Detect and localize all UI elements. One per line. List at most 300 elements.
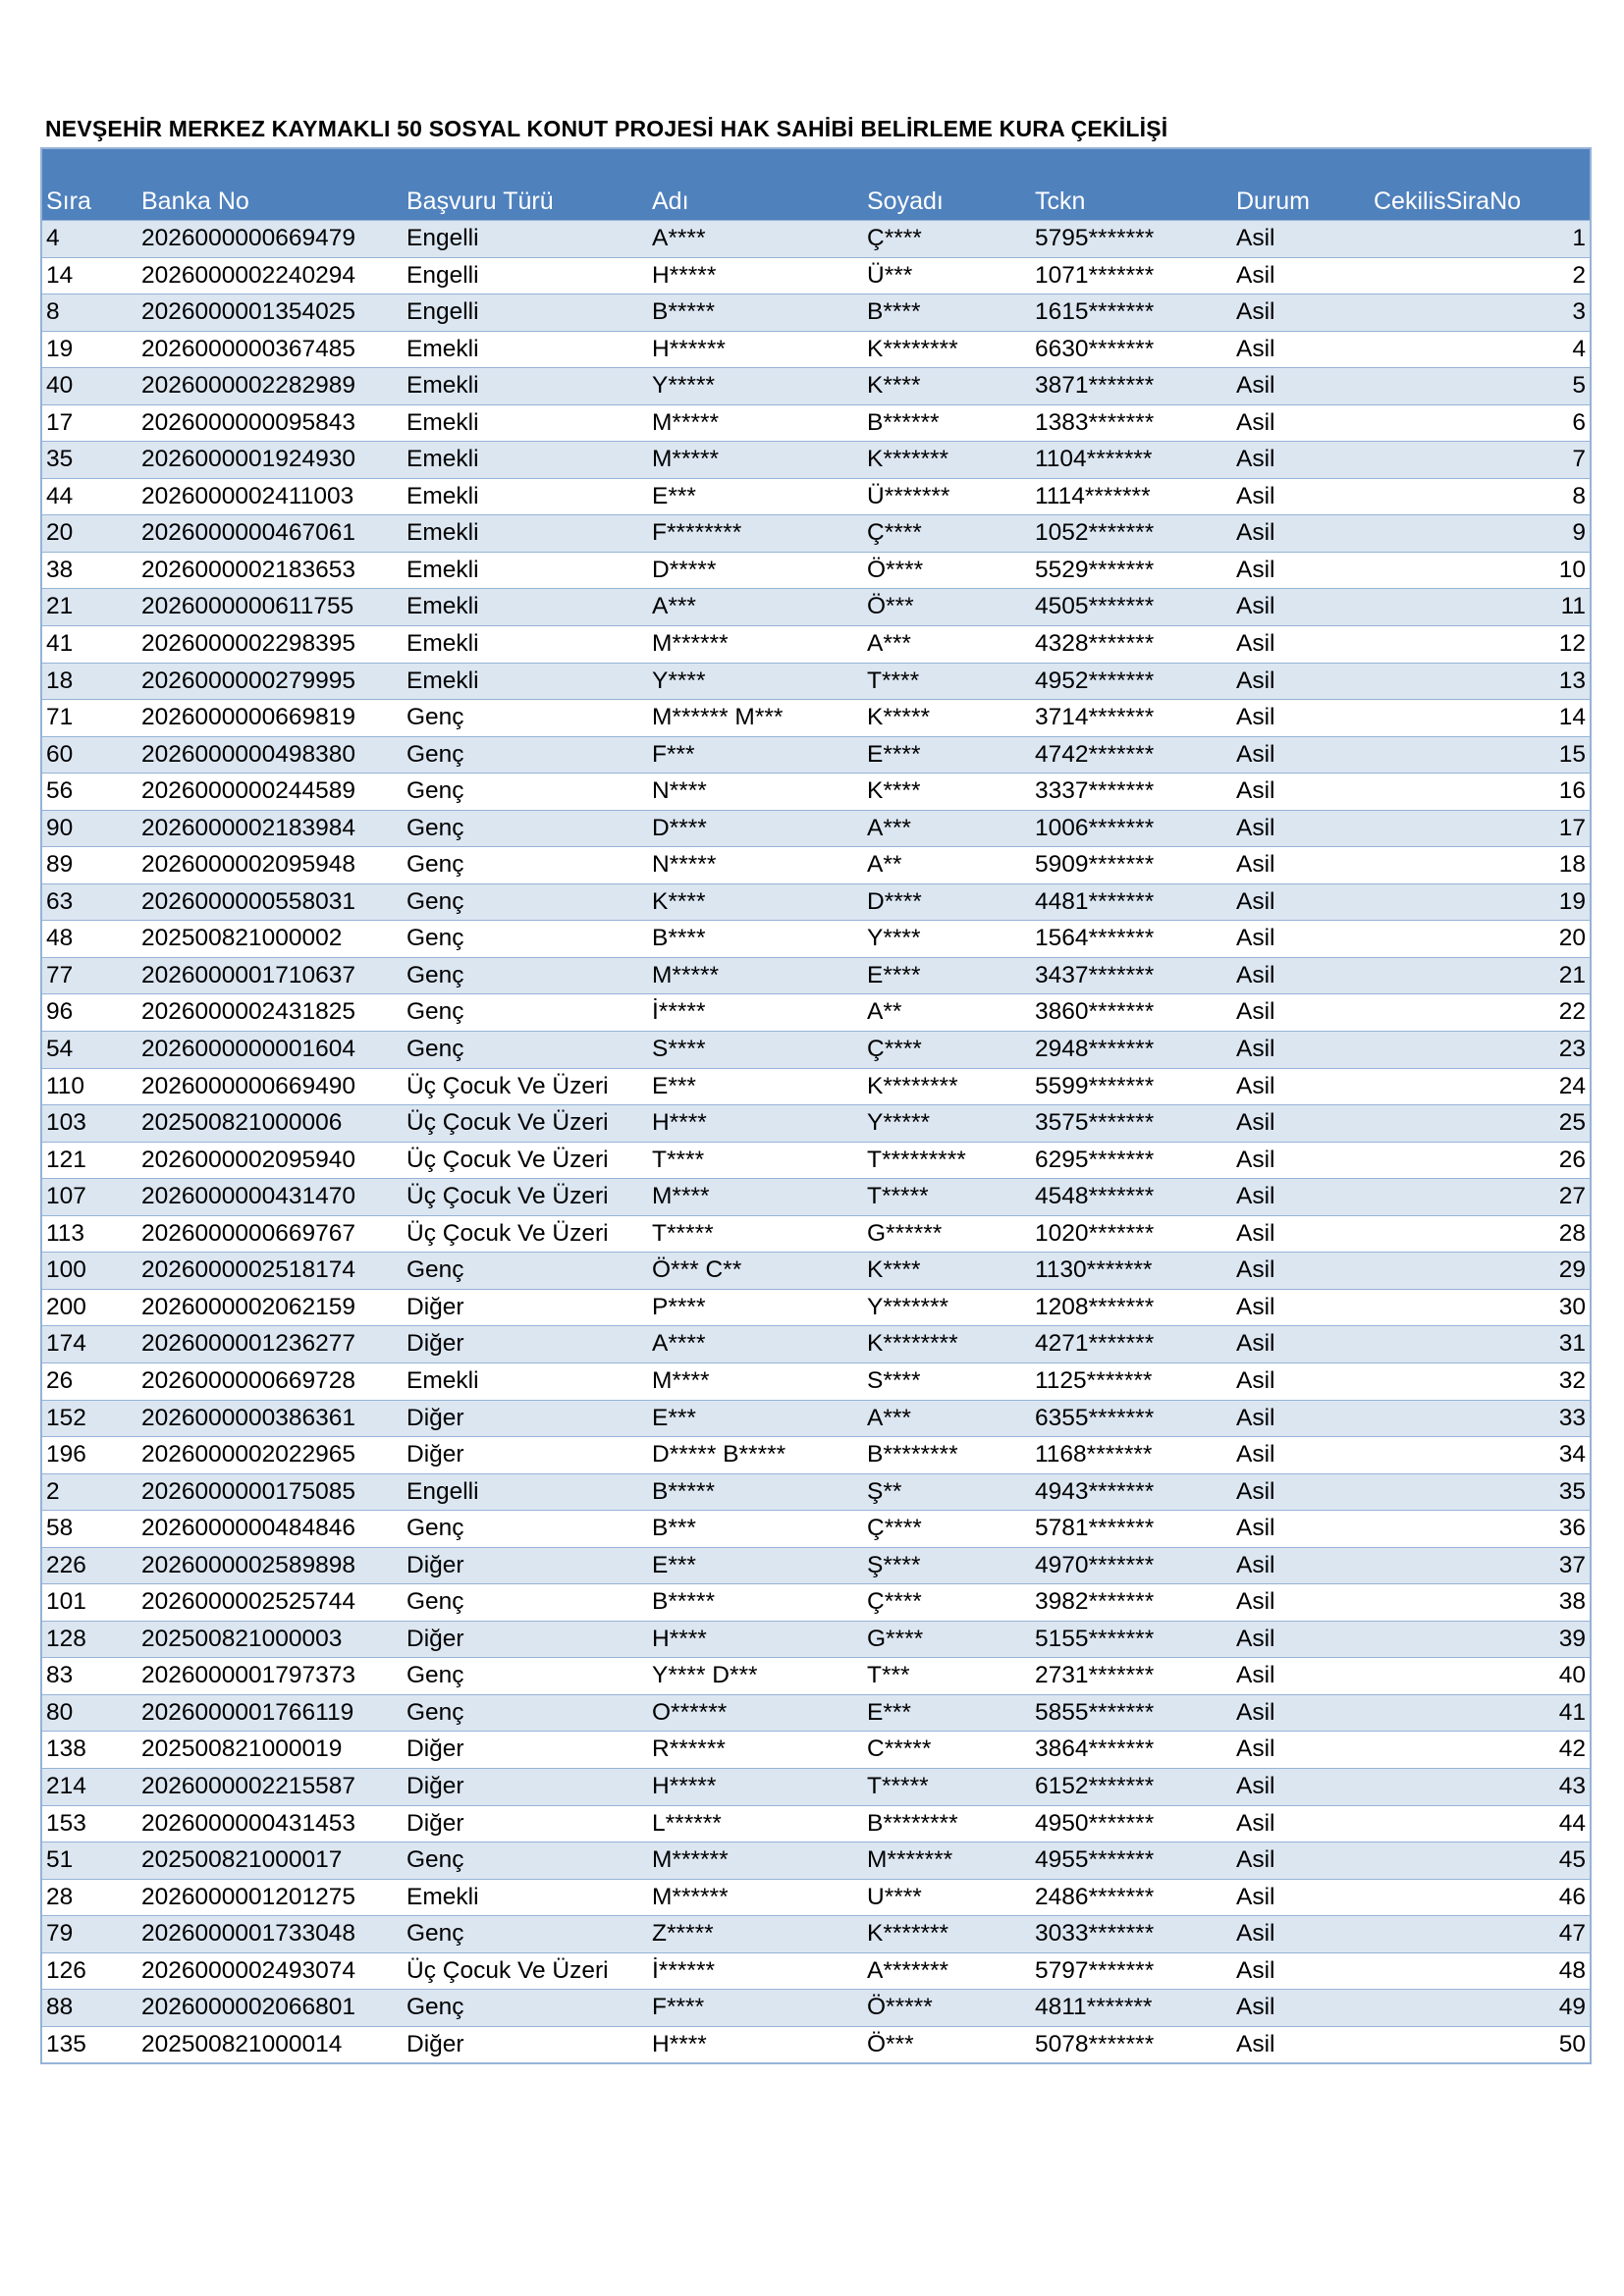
cell-sira: 153 <box>46 1809 86 1837</box>
cell-adi: P**** <box>652 1293 706 1320</box>
cell-banka-no: 2026000001354025 <box>141 298 356 326</box>
cell-adi: İ****** <box>652 1956 716 1984</box>
cell-soyadi: T*** <box>867 1662 910 1689</box>
cell-sira: 28 <box>46 1883 74 1910</box>
cell-tckn: 5078******* <box>1035 2030 1155 2057</box>
cell-banka-no: 2026000002095940 <box>141 1146 356 1173</box>
table-row <box>42 1805 1590 1842</box>
cell-basvuru-turu: Engelli <box>406 261 479 289</box>
cell-cekilis-sira-no: 46 <box>1558 1883 1586 1910</box>
cell-adi: B***** <box>652 1477 716 1505</box>
cell-soyadi: Ç**** <box>867 1515 922 1542</box>
cell-banka-no: 202500821000017 <box>141 1846 343 1874</box>
table-row <box>42 1104 1590 1142</box>
cell-sira: 113 <box>46 1219 85 1247</box>
cell-tckn: 4481******* <box>1035 887 1155 915</box>
cell-adi: H***** <box>652 261 717 289</box>
cell-banka-no: 2026000002431825 <box>141 998 356 1026</box>
cell-durum: Asil <box>1236 1698 1275 1726</box>
cell-soyadi: K******** <box>867 1072 958 1099</box>
cell-durum: Asil <box>1236 225 1275 251</box>
cell-sira: 126 <box>46 1956 86 1984</box>
cell-basvuru-turu: Emekli <box>406 446 479 473</box>
cell-soyadi: B******** <box>867 1809 958 1837</box>
cell-tckn: 4950******* <box>1035 1809 1155 1837</box>
cell-cekilis-sira-no: 6 <box>1572 408 1586 436</box>
cell-tckn: 3860******* <box>1035 998 1155 1026</box>
cell-durum: Asil <box>1236 1146 1275 1173</box>
table-row <box>42 1362 1590 1400</box>
cell-adi: R****** <box>652 1735 726 1763</box>
cell-sira: 100 <box>46 1256 86 1284</box>
cell-basvuru-turu: Üç Çocuk Ve Üzeri <box>406 1146 609 1173</box>
cell-soyadi: Ç**** <box>867 519 922 547</box>
cell-cekilis-sira-no: 45 <box>1558 1846 1586 1874</box>
cell-soyadi: E**** <box>867 961 921 988</box>
cell-sira: 35 <box>46 446 74 473</box>
table-row <box>42 1031 1590 1068</box>
cell-cekilis-sira-no: 2 <box>1572 261 1586 289</box>
cell-durum: Asil <box>1236 1735 1275 1763</box>
cell-sira: 51 <box>46 1846 74 1874</box>
table-row <box>42 257 1590 294</box>
cell-basvuru-turu: Emekli <box>406 482 479 509</box>
cell-banka-no: 2026000000279995 <box>141 667 356 694</box>
cell-basvuru-turu: Üç Çocuk Ve Üzeri <box>406 1109 609 1137</box>
cell-durum: Asil <box>1236 1588 1275 1616</box>
cell-banka-no: 2026000000095843 <box>141 408 356 436</box>
cell-cekilis-sira-no: 50 <box>1558 2030 1586 2057</box>
cell-tckn: 2486******* <box>1035 1883 1155 1910</box>
cell-banka-no: 2026000000558031 <box>141 887 356 915</box>
table-row <box>42 2026 1590 2063</box>
cell-basvuru-turu: Üç Çocuk Ve Üzeri <box>406 1956 609 1984</box>
cell-cekilis-sira-no: 30 <box>1558 1293 1586 1320</box>
cell-soyadi: T***** <box>867 1183 929 1210</box>
cell-banka-no: 2026000001797373 <box>141 1662 356 1689</box>
cell-soyadi: K******* <box>867 446 949 473</box>
cell-cekilis-sira-no: 31 <box>1558 1330 1586 1358</box>
cell-tckn: 4952******* <box>1035 667 1155 694</box>
cell-tckn: 4970******* <box>1035 1551 1155 1578</box>
cell-banka-no: 2026000002022965 <box>141 1441 356 1468</box>
cell-basvuru-turu: Emekli <box>406 1883 479 1910</box>
cell-tckn: 1104******* <box>1035 446 1153 473</box>
cell-tckn: 2731******* <box>1035 1662 1155 1689</box>
cell-banka-no: 2026000000386361 <box>141 1404 356 1431</box>
cell-soyadi: A*** <box>867 630 911 658</box>
cell-banka-no: 202500821000006 <box>141 1109 343 1137</box>
cell-sira: 54 <box>46 1036 74 1063</box>
table-row <box>42 736 1590 774</box>
cell-durum: Asil <box>1236 1441 1275 1468</box>
results-table <box>40 147 1592 2064</box>
cell-adi: F******** <box>652 519 742 547</box>
cell-sira: 135 <box>46 2030 86 2057</box>
cell-banka-no: 2026000001710637 <box>141 961 356 988</box>
cell-tckn: 3982******* <box>1035 1588 1155 1616</box>
table-row <box>42 478 1590 515</box>
cell-cekilis-sira-no: 28 <box>1558 1219 1586 1247</box>
cell-tckn: 4943******* <box>1035 1477 1155 1505</box>
cell-adi: İ***** <box>652 998 706 1026</box>
table-row <box>42 1068 1590 1105</box>
cell-banka-no: 2026000002183653 <box>141 556 356 583</box>
cell-sira: 200 <box>46 1293 86 1320</box>
cell-soyadi: K******** <box>867 1330 958 1358</box>
cell-soyadi: Ö*** <box>867 2030 914 2057</box>
cell-tckn: 1020******* <box>1035 1219 1155 1247</box>
cell-durum: Asil <box>1236 1256 1275 1284</box>
cell-basvuru-turu: Emekli <box>406 335 479 362</box>
cell-banka-no: 2026000000431453 <box>141 1809 356 1837</box>
cell-soyadi: Y******* <box>867 1293 949 1320</box>
table-row <box>42 331 1590 368</box>
table-row <box>42 1768 1590 1805</box>
cell-adi: M***** <box>652 446 720 473</box>
cell-durum: Asil <box>1236 998 1275 1026</box>
cell-adi: A*** <box>652 593 696 620</box>
table-row <box>42 1252 1590 1289</box>
cell-banka-no: 202500821000003 <box>141 1625 343 1652</box>
cell-banka-no: 2026000002240294 <box>141 261 356 289</box>
table-row <box>42 1142 1590 1179</box>
table-row <box>42 1915 1590 1952</box>
cell-durum: Asil <box>1236 1809 1275 1837</box>
cell-basvuru-turu: Emekli <box>406 556 479 583</box>
cell-soyadi: C***** <box>867 1735 932 1763</box>
table-row <box>42 663 1590 700</box>
table-row <box>42 1952 1590 1990</box>
cell-tckn: 4955******* <box>1035 1846 1155 1874</box>
cell-banka-no: 2026000000669490 <box>141 1072 356 1099</box>
cell-durum: Asil <box>1236 1477 1275 1505</box>
cell-cekilis-sira-no: 18 <box>1558 851 1586 879</box>
cell-soyadi: M******* <box>867 1846 953 1874</box>
cell-durum: Asil <box>1236 630 1275 658</box>
cell-soyadi: T**** <box>867 667 920 694</box>
cell-basvuru-turu: Genç <box>406 1994 464 2021</box>
cell-sira: 14 <box>46 261 74 289</box>
cell-cekilis-sira-no: 47 <box>1558 1920 1586 1948</box>
document-title: NEVŞEHİR MERKEZ KAYMAKLI 50 SOSYAL KONUT PROJESİ HAK SAHİBİ BELİRLEME KURA ÇEKİLİŞİ <box>45 116 1168 141</box>
cell-basvuru-turu: Diğer <box>406 1772 464 1799</box>
cell-soyadi: Ö**** <box>867 556 924 583</box>
cell-basvuru-turu: Diğer <box>406 1293 464 1320</box>
cell-adi: M****** <box>652 630 729 658</box>
cell-cekilis-sira-no: 33 <box>1558 1404 1586 1431</box>
cell-soyadi: Ö*** <box>867 593 914 620</box>
cell-cekilis-sira-no: 12 <box>1558 630 1586 658</box>
cell-banka-no: 2026000000669767 <box>141 1219 356 1247</box>
cell-adi: B***** <box>652 1588 716 1616</box>
cell-basvuru-turu: Genç <box>406 1515 464 1542</box>
cell-cekilis-sira-no: 21 <box>1558 961 1586 988</box>
table-row <box>42 699 1590 736</box>
cell-banka-no: 2026000002589898 <box>141 1551 356 1578</box>
cell-durum: Asil <box>1236 482 1275 509</box>
cell-cekilis-sira-no: 11 <box>1560 593 1586 620</box>
cell-adi: M**** <box>652 1366 710 1394</box>
cell-adi: D***** <box>652 556 717 583</box>
column-header-durum: Durum <box>1236 187 1311 215</box>
cell-banka-no: 2026000002066801 <box>141 1994 356 2021</box>
cell-tckn: 6152******* <box>1035 1772 1155 1799</box>
cell-banka-no: 2026000000498380 <box>141 740 356 768</box>
cell-cekilis-sira-no: 34 <box>1558 1441 1586 1468</box>
cell-basvuru-turu: Diğer <box>406 1404 464 1431</box>
cell-sira: 103 <box>46 1109 86 1137</box>
cell-adi: H***** <box>652 1772 717 1799</box>
cell-cekilis-sira-no: 26 <box>1558 1146 1586 1173</box>
cell-soyadi: A** <box>867 998 902 1026</box>
table-row <box>42 846 1590 883</box>
cell-sira: 77 <box>46 961 74 988</box>
cell-banka-no: 2026000000431470 <box>141 1183 356 1210</box>
cell-tckn: 5909******* <box>1035 851 1155 879</box>
cell-tckn: 5599******* <box>1035 1072 1155 1099</box>
cell-banka-no: 2026000000367485 <box>141 335 356 362</box>
cell-soyadi: K**** <box>867 777 921 805</box>
cell-adi: N***** <box>652 851 717 879</box>
table-row <box>42 1289 1590 1326</box>
cell-durum: Asil <box>1236 704 1275 731</box>
cell-cekilis-sira-no: 41 <box>1558 1698 1586 1726</box>
cell-banka-no: 202500821000019 <box>141 1735 343 1763</box>
cell-tckn: 3864******* <box>1035 1735 1155 1763</box>
cell-adi: H**** <box>652 2030 707 2057</box>
cell-durum: Asil <box>1236 556 1275 583</box>
cell-adi: Z***** <box>652 1920 714 1948</box>
table-row <box>42 1694 1590 1732</box>
cell-soyadi: A** <box>867 851 902 879</box>
cell-banka-no: 2026000000484846 <box>141 1515 356 1542</box>
cell-soyadi: B**** <box>867 298 921 326</box>
cell-basvuru-turu: Genç <box>406 704 464 731</box>
cell-banka-no: 2026000000669479 <box>141 225 356 251</box>
table-row <box>42 1473 1590 1511</box>
cell-soyadi: Ç**** <box>867 1588 922 1616</box>
cell-cekilis-sira-no: 4 <box>1572 335 1586 362</box>
cell-cekilis-sira-no: 35 <box>1558 1477 1586 1505</box>
cell-cekilis-sira-no: 39 <box>1558 1625 1586 1652</box>
cell-sira: 19 <box>46 335 74 362</box>
cell-banka-no: 2026000000669819 <box>141 704 356 731</box>
cell-adi: Ö*** C** <box>652 1256 742 1284</box>
cell-cekilis-sira-no: 36 <box>1558 1515 1586 1542</box>
cell-soyadi: Ü*** <box>867 261 913 289</box>
cell-durum: Asil <box>1236 446 1275 473</box>
cell-tckn: 3437******* <box>1035 961 1155 988</box>
cell-basvuru-turu: Emekli <box>406 408 479 436</box>
cell-basvuru-turu: Engelli <box>406 225 479 251</box>
cell-durum: Asil <box>1236 1994 1275 2021</box>
cell-soyadi: B****** <box>867 408 940 436</box>
cell-soyadi: K**** <box>867 372 921 400</box>
column-header-tckn: Tckn <box>1035 187 1086 215</box>
cell-banka-no: 2026000000244589 <box>141 777 356 805</box>
cell-adi: A**** <box>652 1330 706 1358</box>
cell-durum: Asil <box>1236 519 1275 547</box>
table-row <box>42 1178 1590 1215</box>
cell-adi: Y**** <box>652 667 706 694</box>
cell-soyadi: T***** <box>867 1772 929 1799</box>
cell-adi: L****** <box>652 1809 722 1837</box>
cell-sira: 89 <box>46 851 74 879</box>
cell-soyadi: U**** <box>867 1883 922 1910</box>
cell-adi: Y***** <box>652 372 716 400</box>
cell-adi: O****** <box>652 1698 728 1726</box>
cell-durum: Asil <box>1236 667 1275 694</box>
table-row <box>42 810 1590 847</box>
table-row <box>42 1436 1590 1473</box>
table-row <box>42 1879 1590 1916</box>
cell-basvuru-turu: Genç <box>406 961 464 988</box>
cell-tckn: 5155******* <box>1035 1625 1155 1652</box>
cell-soyadi: A******* <box>867 1956 949 1984</box>
cell-banka-no: 2026000001924930 <box>141 446 356 473</box>
cell-banka-no: 2026000002411003 <box>141 482 354 509</box>
cell-basvuru-turu: Diğer <box>406 1441 464 1468</box>
cell-adi: M***** <box>652 961 720 988</box>
cell-banka-no: 2026000002518174 <box>141 1256 356 1284</box>
table-row <box>42 1510 1590 1547</box>
cell-basvuru-turu: Engelli <box>406 298 479 326</box>
cell-basvuru-turu: Üç Çocuk Ve Üzeri <box>406 1183 609 1210</box>
table-body <box>42 220 1590 2062</box>
cell-adi: M**** <box>652 1183 710 1210</box>
cell-tckn: 4328******* <box>1035 630 1155 658</box>
cell-adi: M***** <box>652 408 720 436</box>
cell-durum: Asil <box>1236 1183 1275 1210</box>
cell-durum: Asil <box>1236 1883 1275 1910</box>
cell-cekilis-sira-no: 38 <box>1558 1588 1586 1616</box>
cell-soyadi: K**** <box>867 1256 921 1284</box>
cell-cekilis-sira-no: 49 <box>1558 1994 1586 2021</box>
cell-tckn: 1383******* <box>1035 408 1155 436</box>
cell-soyadi: Ü******* <box>867 482 950 509</box>
cell-basvuru-turu: Genç <box>406 1662 464 1689</box>
table-row <box>42 294 1590 331</box>
table-row <box>42 1989 1590 2026</box>
cell-durum: Asil <box>1236 298 1275 326</box>
cell-soyadi: E**** <box>867 740 921 768</box>
cell-cekilis-sira-no: 8 <box>1572 482 1586 509</box>
cell-soyadi: K******** <box>867 335 958 362</box>
cell-sira: 40 <box>46 372 74 400</box>
cell-sira: 88 <box>46 1994 74 2021</box>
table-row <box>42 1400 1590 1437</box>
cell-adi: M****** <box>652 1883 729 1910</box>
cell-sira: 4 <box>46 225 60 251</box>
cell-tckn: 1615******* <box>1035 298 1155 326</box>
cell-banka-no: 2026000002298395 <box>141 630 356 658</box>
table-row <box>42 1547 1590 1584</box>
cell-soyadi: Ç**** <box>867 1036 922 1063</box>
cell-basvuru-turu: Diğer <box>406 1809 464 1837</box>
cell-adi: D**** <box>652 814 707 841</box>
table-row <box>42 441 1590 478</box>
cell-cekilis-sira-no: 13 <box>1558 667 1586 694</box>
cell-adi: M****** M*** <box>652 704 784 731</box>
cell-banka-no: 2026000002493074 <box>141 1956 356 1984</box>
cell-tckn: 1114******* <box>1035 482 1151 509</box>
cell-cekilis-sira-no: 1 <box>1572 225 1586 251</box>
cell-basvuru-turu: Emekli <box>406 667 479 694</box>
cell-tckn: 5855******* <box>1035 1698 1155 1726</box>
cell-tckn: 6355******* <box>1035 1404 1155 1431</box>
cell-cekilis-sira-no: 44 <box>1558 1809 1586 1837</box>
cell-adi: M****** <box>652 1846 729 1874</box>
cell-basvuru-turu: Genç <box>406 887 464 915</box>
table-row <box>42 1842 1590 1879</box>
cell-tckn: 3337******* <box>1035 777 1155 805</box>
cell-basvuru-turu: Genç <box>406 851 464 879</box>
cell-soyadi: S**** <box>867 1366 921 1394</box>
cell-banka-no: 202500821000002 <box>141 925 343 952</box>
table-row <box>42 552 1590 589</box>
cell-adi: N**** <box>652 777 707 805</box>
cell-banka-no: 2026000000611755 <box>141 593 354 620</box>
cell-banka-no: 2026000001733048 <box>141 1920 356 1948</box>
cell-adi: D***** B***** <box>652 1441 786 1468</box>
cell-durum: Asil <box>1236 1109 1275 1137</box>
table-row <box>42 625 1590 663</box>
cell-sira: 56 <box>46 777 74 805</box>
cell-basvuru-turu: Genç <box>406 1698 464 1726</box>
cell-durum: Asil <box>1236 814 1275 841</box>
cell-banka-no: 2026000000175085 <box>141 1477 356 1505</box>
cell-tckn: 1052******* <box>1035 519 1155 547</box>
cell-adi: E*** <box>652 1404 696 1431</box>
cell-banka-no: 202500821000014 <box>141 2030 343 2057</box>
cell-soyadi: A*** <box>867 1404 911 1431</box>
cell-basvuru-turu: Genç <box>406 814 464 841</box>
cell-banka-no: 2026000002183984 <box>141 814 356 841</box>
cell-cekilis-sira-no: 24 <box>1558 1072 1586 1099</box>
cell-durum: Asil <box>1236 2030 1275 2057</box>
cell-tckn: 4811******* <box>1035 1994 1153 2021</box>
cell-durum: Asil <box>1236 851 1275 879</box>
cell-cekilis-sira-no: 43 <box>1558 1772 1586 1799</box>
cell-basvuru-turu: Diğer <box>406 1330 464 1358</box>
cell-basvuru-turu: Diğer <box>406 1551 464 1578</box>
cell-sira: 196 <box>46 1441 86 1468</box>
cell-sira: 41 <box>46 630 74 658</box>
cell-adi: E*** <box>652 1072 696 1099</box>
cell-adi: H**** <box>652 1625 707 1652</box>
cell-cekilis-sira-no: 17 <box>1558 814 1586 841</box>
cell-adi: S**** <box>652 1036 706 1063</box>
cell-durum: Asil <box>1236 1846 1275 1874</box>
cell-soyadi: Ö***** <box>867 1994 933 2021</box>
cell-durum: Asil <box>1236 961 1275 988</box>
cell-durum: Asil <box>1236 261 1275 289</box>
cell-basvuru-turu: Emekli <box>406 630 479 658</box>
cell-banka-no: 2026000000001604 <box>141 1036 356 1063</box>
cell-basvuru-turu: Genç <box>406 740 464 768</box>
cell-adi: F**** <box>652 1994 705 2021</box>
cell-sira: 44 <box>46 482 74 509</box>
cell-banka-no: 2026000001201275 <box>141 1883 356 1910</box>
cell-tckn: 4742******* <box>1035 740 1155 768</box>
column-header-basvuru-turu: Başvuru Türü <box>406 187 554 215</box>
table-row <box>42 1731 1590 1768</box>
cell-adi: A**** <box>652 225 706 251</box>
cell-cekilis-sira-no: 15 <box>1558 740 1586 768</box>
cell-adi: T**** <box>652 1146 705 1173</box>
cell-basvuru-turu: Diğer <box>406 1735 464 1763</box>
